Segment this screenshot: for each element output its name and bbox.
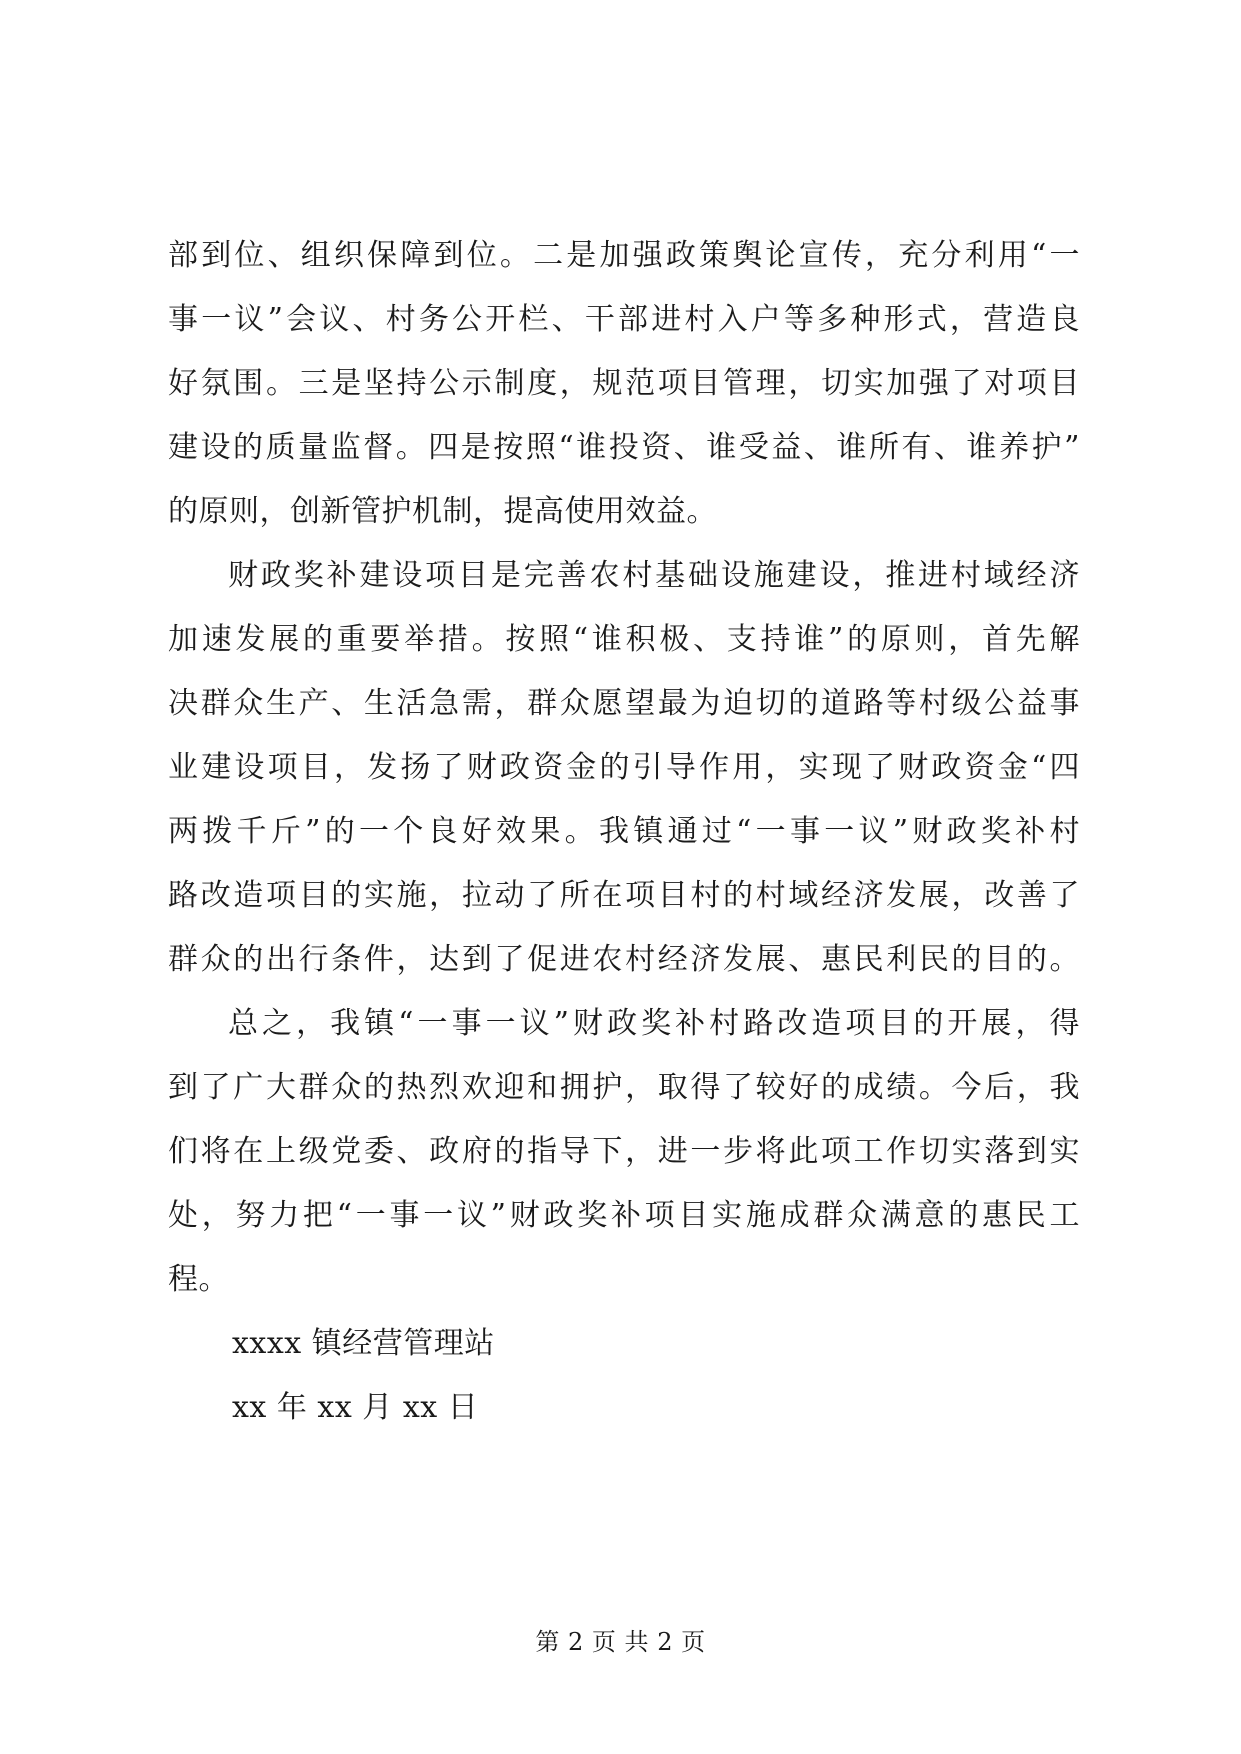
paragraph-3-line-4: 处，努力把“一事一议”财政奖补项目实施成群众满意的惠民工	[168, 1198, 1080, 1233]
paragraph-3-line-5: 程。	[168, 1262, 229, 1297]
page-number-label: 第 2 页 共 2 页	[535, 1628, 706, 1656]
paragraph-2-line-5: 两拨千斤”的一个良好效果。我镇通过“一事一议”财政奖补村	[168, 814, 1080, 849]
paragraph-2-line-7: 群众的出行条件，达到了促进农村经济发展、惠民利民的目的。	[168, 942, 1080, 977]
paragraph-2-line-4: 业建设项目，发扬了财政资金的引导作用，实现了财政资金“四	[168, 750, 1080, 785]
paragraph-3-line-2: 到了广大群众的热烈欢迎和拥护，取得了较好的成绩。今后，我	[168, 1070, 1080, 1105]
paragraph-2-line-2: 加速发展的重要举措。按照“谁积极、支持谁”的原则，首先解	[168, 622, 1080, 657]
signature-date: xx 年 xx 月 xx 日	[232, 1390, 479, 1425]
paragraph-1-line-1: 部到位、组织保障到位。二是加强政策舆论宣传，充分利用“一	[168, 238, 1080, 273]
paragraph-1-line-2: 事一议”会议、村务公开栏、干部进村入户等多种形式，营造良	[168, 302, 1080, 337]
paragraph-2-line-1: 财政奖补建设项目是完善农村基础设施建设，推进村域经济	[228, 558, 1080, 593]
paragraph-2-line-6: 路改造项目的实施，拉动了所在项目村的村域经济发展，改善了	[168, 878, 1080, 913]
paragraph-1-line-3: 好氛围。三是坚持公示制度，规范项目管理，切实加强了对项目	[168, 366, 1080, 401]
paragraph-2-line-3: 决群众生产、生活急需，群众愿望最为迫切的道路等村级公益事	[168, 686, 1080, 721]
paragraph-1-line-5: 的原则，创新管护机制，提高使用效益。	[168, 494, 717, 529]
signature-organization: xxxx 镇经营管理站	[232, 1326, 495, 1361]
paragraph-3-line-3: 们将在上级党委、政府的指导下，进一步将此项工作切实落到实	[168, 1134, 1080, 1169]
paragraph-1-line-4: 建设的质量监督。四是按照“谁投资、谁受益、谁所有、谁养护”	[168, 430, 1080, 465]
page-footer	[0, 1622, 1241, 1657]
document-body	[168, 224, 1080, 1440]
paragraph-3-line-1: 总之，我镇“一事一议”财政奖补村路改造项目的开展，得	[228, 1006, 1080, 1041]
